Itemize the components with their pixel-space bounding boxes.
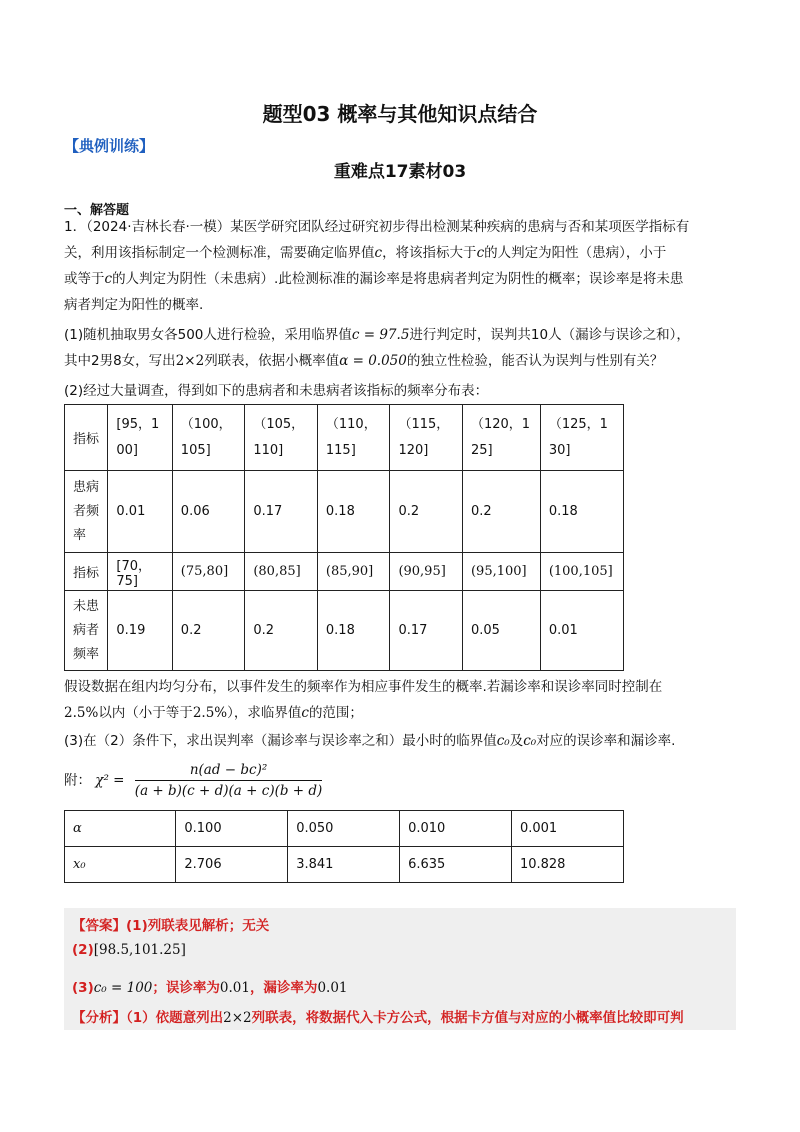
table-cell: （125，130] — [540, 405, 623, 471]
table-cell: （100，105] — [172, 405, 245, 471]
row-header-cell: x₀ — [65, 847, 176, 883]
problem-intro — [64, 214, 736, 318]
page-subtitle: 重难点17素材03 — [333, 162, 467, 182]
table-row — [65, 553, 624, 591]
table-cell: 2.706 — [176, 847, 288, 883]
formula-lhs: χ² = — [95, 772, 125, 789]
table-cell: 0.2 — [245, 591, 318, 671]
table-cell: 6.635 — [400, 847, 512, 883]
table-cell: 0.100 — [176, 811, 288, 847]
question-1: (1)随机抽取男女各500人进行检验，采用临界值c = 97.5进行判定时，误判共10人（漏诊与误诊之和）， 其中2男8女，写出2×2列联表，依据小概率值α = 0.050的独立性检验，能否认为误判与性别有关？ — [64, 327, 690, 369]
question-2: (2)经过大量调查，得到如下的患病者和未患病者该指标的频率分布表： — [64, 383, 489, 399]
row-header-cell: 未患病者频率 — [65, 591, 108, 671]
table-cell: 3.841 — [288, 847, 400, 883]
table-cell: 0.17 — [390, 591, 463, 671]
table-cell: （120，125] — [462, 405, 540, 471]
page-title: 题型03 概率与其他知识点结合 — [262, 102, 538, 126]
table-cell: 0.06 — [172, 471, 245, 553]
answer-1: 【答案】(1)列联表见解析；无关 — [72, 918, 270, 934]
row-header-cell: 患病者频率 — [65, 471, 108, 553]
table-cell: (85,90] — [317, 553, 390, 591]
table-cell: 0.010 — [400, 811, 512, 847]
table-cell: 0.18 — [317, 471, 390, 553]
table-cell: 0.2 — [462, 471, 540, 553]
intro-line-2: 关，利用该指标制定一个检测标准，需要确定临界值c，将该指标大于c的人判定为阳性（患病），小于 — [64, 245, 667, 261]
table-row — [65, 591, 624, 671]
intro-line-3: 或等于c的人判定为阴性（未患病）.此检测标准的漏诊率是将患病者判定为阴性的概率；误诊率是将未患 — [64, 271, 684, 287]
row-header-cell: α — [65, 811, 176, 847]
table-cell: 0.19 — [108, 591, 172, 671]
answer-3: (3)c₀ = 100；误诊率为0.01，漏诊率为0.01 — [72, 980, 348, 996]
table-cell: 0.2 — [390, 471, 463, 553]
table-cell: [95，100] — [108, 405, 172, 471]
critical-value-table — [64, 810, 624, 883]
table-cell: 0.2 — [172, 591, 245, 671]
table-cell: 0.05 — [462, 591, 540, 671]
table-cell: 10.828 — [511, 847, 623, 883]
intro-line-1: 1．（2024·吉林长春·一模）某医学研究团队经过研究初步得出检测某种疾病的患病与否和某项医学指标有 — [64, 219, 690, 235]
table-cell: 0.18 — [317, 591, 390, 671]
table-row — [65, 471, 624, 553]
row-header-cell: 指标 — [65, 405, 108, 471]
section-tag: 【典例训练】 — [64, 137, 155, 155]
table-row — [65, 405, 624, 471]
table-cell: （105，110] — [245, 405, 318, 471]
table-cell: 0.18 — [540, 471, 623, 553]
formula-denominator: (a + b)(c + d)(a + c)(b + d) — [134, 783, 323, 799]
chi-square-formula: 附： χ² = $\frac{\text{n(ad − bc)²}}{(a + b)(c + d)(a + c)(b + d)}$ — [64, 762, 323, 799]
table-cell: （115，120] — [390, 405, 463, 471]
table-cell: (95,100] — [462, 553, 540, 591]
table-cell: 0.17 — [245, 471, 318, 553]
intro-line-4: 病者判定为阳性的概率. — [64, 297, 204, 313]
table-cell: 0.050 — [288, 811, 400, 847]
part-heading: 一、解答题 — [64, 203, 130, 218]
table-cell: 0.01 — [540, 591, 623, 671]
analysis: 【分析】（1）依题意列出2×2列联表，将数据代入卡方公式，根据卡方值与对应的小概率值比较即可判 — [72, 1010, 684, 1026]
table-row — [65, 811, 624, 847]
frequency-table — [64, 404, 624, 671]
table-cell: 0.001 — [511, 811, 623, 847]
table-cell: (75,80] — [172, 553, 245, 591]
table-row — [65, 847, 624, 883]
row-header-cell: 指标 — [65, 553, 108, 591]
formula-numerator: n(ad − bc)² — [135, 762, 323, 781]
question-3: (3)在（2）条件下，求出误判率（漏诊率与误诊率之和）最小时的临界值c₀及c₀对应的误诊率和漏诊率. — [64, 733, 676, 749]
table-cell: 0.01 — [108, 471, 172, 553]
table-cell: (100,105] — [540, 553, 623, 591]
table-cell: (90,95] — [390, 553, 463, 591]
answer-2: (2)[98.5,101.25] — [72, 942, 186, 958]
table-cell: (80,85] — [245, 553, 318, 591]
table-cell: （110，115] — [317, 405, 390, 471]
formula-fraction — [135, 762, 323, 799]
table-cell: [70，75] — [108, 553, 172, 591]
condition-text: 假设数据在组内均匀分布，以事件发生的频率作为相应事件发生的概率.若漏诊率和误诊率同时控制在 2.5%以内（小于等于2.5%），求临界值c的范围； — [64, 679, 663, 721]
